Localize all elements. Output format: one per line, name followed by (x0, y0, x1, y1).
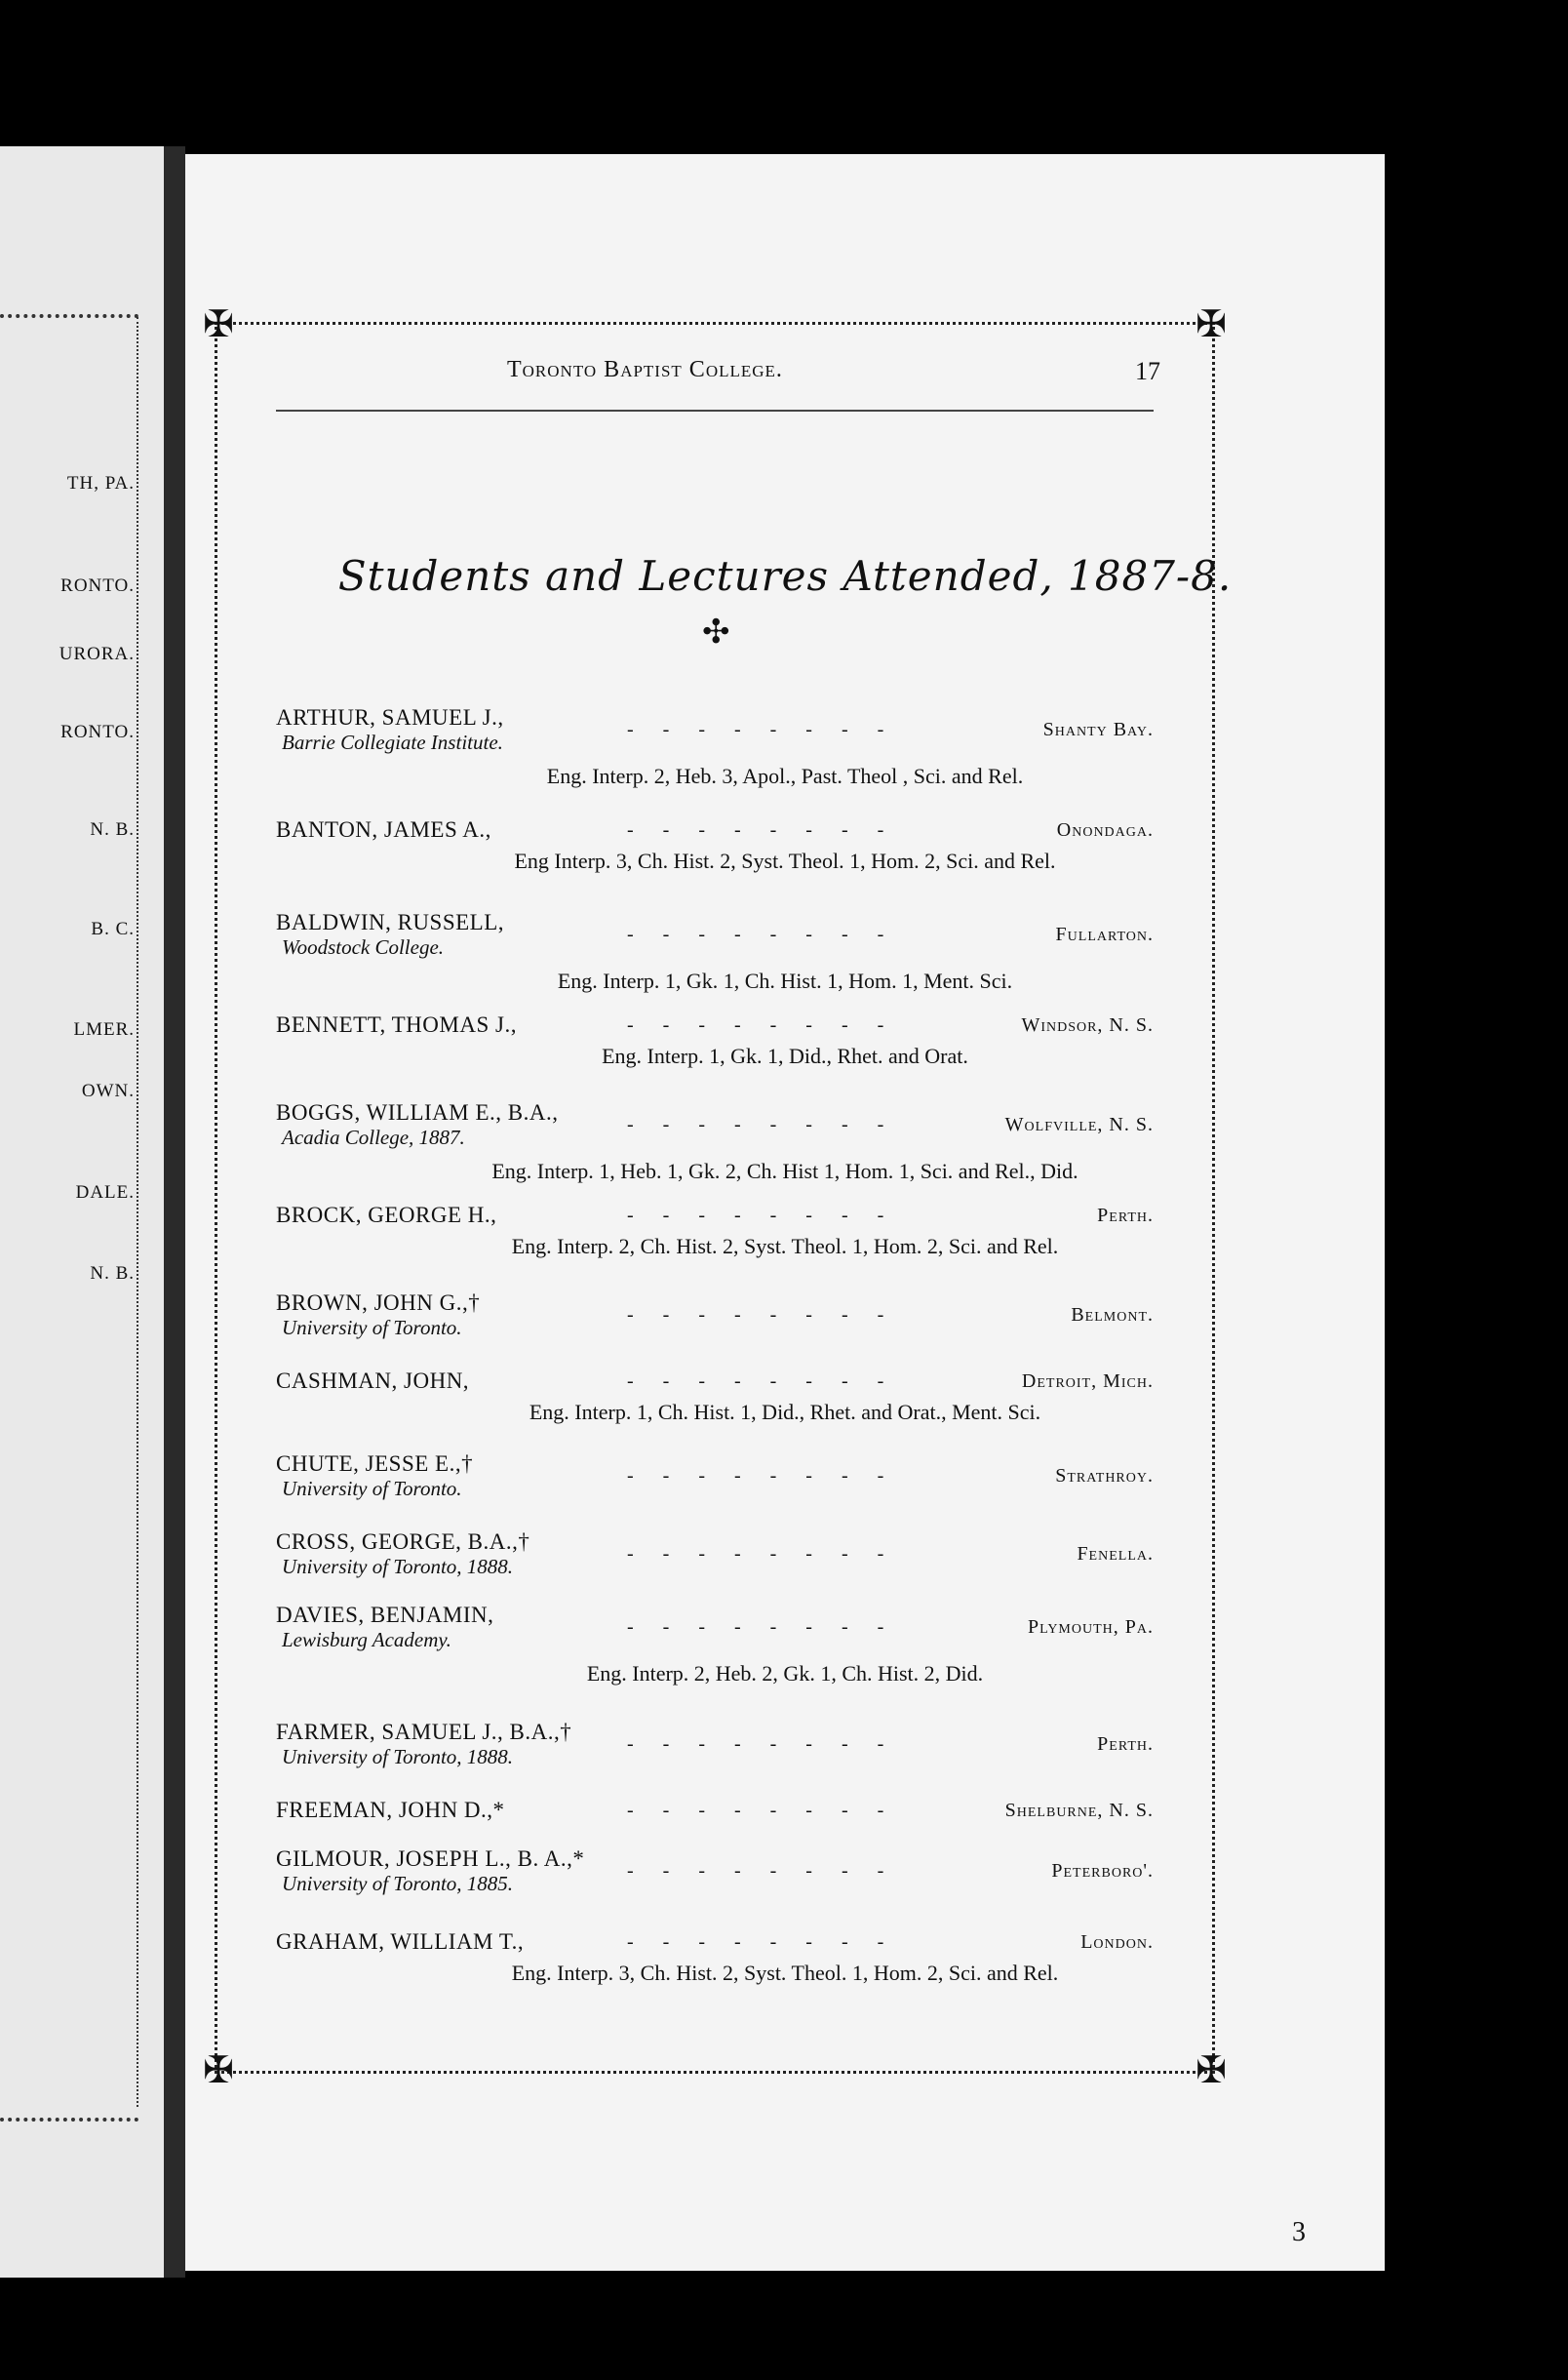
student-name: CHUTE, JESSE E.,† (276, 1451, 474, 1476)
cross-ornament-icon: ✣ (702, 615, 730, 651)
student-entry (276, 1368, 1154, 1394)
page (185, 154, 1385, 2271)
running-header (283, 357, 1160, 396)
header-rule (276, 410, 1154, 412)
student-entry (276, 1012, 1154, 1038)
student-courses: Eng. Interp. 3, Ch. Hist. 2, Syst. Theol. 1, Hom. 2, Sci. and Rel. (511, 1961, 1059, 1985)
running-title: Toronto Baptist College. (507, 357, 783, 382)
student-name: BENNETT, THOMAS J., (276, 1012, 517, 1037)
leader-dots: -------- (627, 1205, 914, 1226)
student-name: GILMOUR, JOSEPH L., B. A.,* (276, 1846, 585, 1871)
student-courses: Eng. Interp. 1, Gk. 1, Did., Rhet. and Orat. (602, 1044, 968, 1068)
facing-page-fragment: B. C. (91, 919, 135, 939)
facing-page-fragment: TH, PA. (66, 473, 135, 494)
student-name: CROSS, GEORGE, B.A.,† (276, 1529, 530, 1554)
signature-mark: 3 (1292, 2217, 1306, 2247)
book-gutter (164, 146, 185, 2278)
student-name: BOGGS, WILLIAM E., B.A., (276, 1100, 559, 1125)
student-name: BANTON, JAMES A., (276, 817, 491, 842)
facing-page-top-border (0, 314, 138, 318)
student-institution: Woodstock College. (282, 935, 445, 959)
corner-ornament-icon: ✠ (1196, 304, 1227, 345)
student-institution: University of Toronto. (282, 1316, 462, 1339)
student-courses: Eng. Interp. 1, Heb. 1, Gk. 2, Ch. Hist 1, Hom. 1, Sci. and Rel., Did. (491, 1159, 1078, 1183)
student-hometown: Plymouth, Pa. (1028, 1616, 1154, 1638)
student-entry (276, 1529, 1154, 1579)
facing-page-fragment: DALE. (75, 1182, 135, 1203)
facing-page-fragment: RONTO. (60, 722, 135, 742)
student-name: DAVIES, BENJAMIN, (276, 1603, 494, 1627)
leader-dots: -------- (627, 1860, 914, 1882)
student-entry (276, 1451, 1154, 1501)
facing-page (0, 146, 164, 2278)
student-hometown: Windsor, N. S. (1021, 1014, 1154, 1036)
facing-page-right-border (137, 317, 138, 2107)
facing-page-fragment: LMER. (73, 1019, 135, 1040)
leader-dots: -------- (627, 1370, 914, 1392)
student-entry (276, 1846, 1154, 1896)
student-hometown: Strathroy. (1055, 1465, 1154, 1487)
student-name: GRAHAM, WILLIAM T., (276, 1929, 525, 1954)
section-heading: Students and Lectures Attended, 1887-8. (337, 552, 1233, 600)
student-hometown: Onondaga. (1056, 819, 1154, 841)
leader-dots: -------- (627, 1931, 914, 1953)
student-entry (276, 1798, 1154, 1823)
student-name: BROWN, JOHN G.,† (276, 1290, 481, 1315)
student-institution: University of Toronto, 1885. (282, 1872, 514, 1895)
student-institution: University of Toronto, 1888. (282, 1555, 514, 1578)
leader-dots: -------- (627, 1543, 914, 1565)
student-entry (276, 817, 1154, 843)
leader-dots: -------- (627, 819, 914, 841)
corner-ornament-icon: ✠ (1196, 2050, 1227, 2091)
student-hometown: Fenella. (1077, 1543, 1154, 1565)
student-hometown: Fullarton. (1055, 924, 1154, 945)
leader-dots: -------- (627, 1304, 914, 1326)
facing-page-fragment: N. B. (90, 819, 135, 840)
facing-page-fragment: OWN. (81, 1081, 135, 1101)
student-entry (276, 910, 1154, 960)
student-hometown: Shanty Bay. (1042, 719, 1154, 740)
leader-dots: -------- (627, 719, 914, 740)
corner-ornament-icon: ✠ (203, 304, 234, 345)
student-institution: Acadia College, 1887. (282, 1126, 465, 1149)
leader-dots: -------- (627, 924, 914, 945)
leader-dots: -------- (627, 1800, 914, 1821)
facing-page-fragment: URORA. (59, 644, 135, 664)
student-entry (276, 1290, 1154, 1340)
student-hometown: Perth. (1097, 1205, 1154, 1226)
leader-dots: -------- (627, 1616, 914, 1638)
student-courses: Eng. Interp. 2, Heb. 2, Gk. 1, Ch. Hist. 2, Did. (586, 1661, 984, 1686)
student-name: FARMER, SAMUEL J., B.A.,† (276, 1720, 572, 1744)
student-courses: Eng. Interp. 1, Ch. Hist. 1, Did., Rhet. and Orat., Ment. Sci. (529, 1400, 1041, 1424)
facing-page-bottom-border (0, 2118, 138, 2122)
student-name: BALDWIN, RUSSELL, (276, 910, 505, 934)
student-institution: Barrie Collegiate Institute. (282, 731, 503, 754)
student-name: BROCK, GEORGE H., (276, 1203, 497, 1227)
student-institution: Lewisburg Academy. (282, 1628, 451, 1651)
leader-dots: -------- (627, 1114, 914, 1135)
student-hometown: Belmont. (1071, 1304, 1154, 1326)
student-hometown: London. (1080, 1931, 1154, 1953)
student-institution: University of Toronto, 1888. (282, 1745, 514, 1768)
student-hometown: Peterboro'. (1051, 1860, 1154, 1882)
student-courses: Eng. Interp. 2, Heb. 3, Apol., Past. Theol , Sci. and Rel. (546, 764, 1024, 788)
student-hometown: Shelburne, N. S. (1004, 1800, 1154, 1821)
leader-dots: -------- (627, 1465, 914, 1487)
facing-page-fragment: RONTO. (60, 575, 135, 596)
student-name: FREEMAN, JOHN D.,* (276, 1798, 505, 1822)
student-entry (276, 1603, 1154, 1652)
student-name: CASHMAN, JOHN, (276, 1368, 470, 1393)
student-hometown: Perth. (1097, 1733, 1154, 1755)
corner-ornament-icon: ✠ (203, 2050, 234, 2091)
student-courses: Eng. Interp. 2, Ch. Hist. 2, Syst. Theol. 1, Hom. 2, Sci. and Rel. (511, 1234, 1059, 1258)
page-number: 17 (1135, 357, 1160, 385)
leader-dots: -------- (627, 1733, 914, 1755)
student-courses: Eng Interp. 3, Ch. Hist. 2, Syst. Theol. 1, Hom. 2, Sci. and Rel. (514, 849, 1056, 873)
student-courses: Eng. Interp. 1, Gk. 1, Ch. Hist. 1, Hom. 1, Ment. Sci. (557, 969, 1013, 993)
facing-page-fragment: N. B. (90, 1263, 135, 1284)
student-entry (276, 1203, 1154, 1228)
leader-dots: -------- (627, 1014, 914, 1036)
student-entry (276, 1100, 1154, 1150)
student-entry (276, 1929, 1154, 1955)
student-name: ARTHUR, SAMUEL J., (276, 705, 504, 730)
student-hometown: Detroit, Mich. (1021, 1370, 1154, 1392)
student-entry (276, 705, 1154, 755)
student-hometown: Wolfville, N. S. (1004, 1114, 1154, 1135)
student-entry (276, 1720, 1154, 1769)
student-institution: University of Toronto. (282, 1477, 462, 1500)
